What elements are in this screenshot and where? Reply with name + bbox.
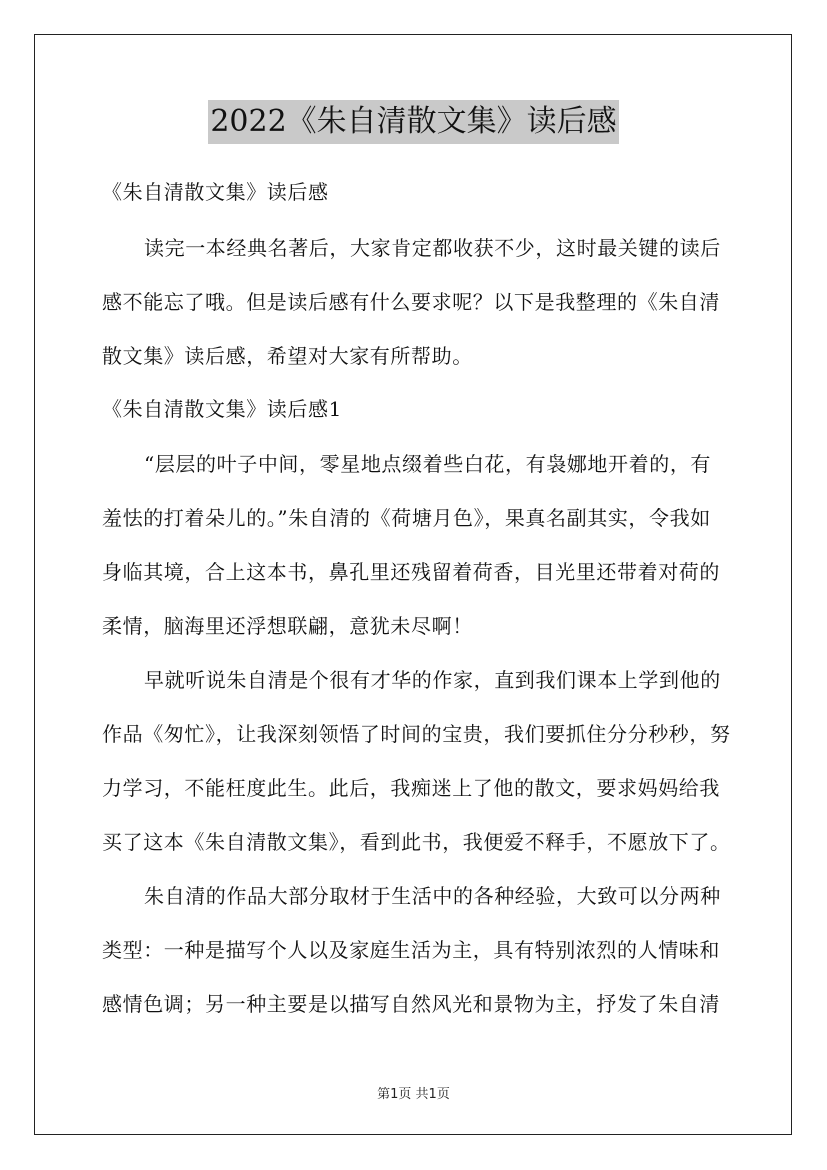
section-heading: 《朱自清散文集》读后感 (102, 180, 329, 204)
document-title: 2022《朱自清散文集》读后感 (208, 100, 618, 144)
paragraph-line: 力学习，不能枉度此生。此后，我痴迷上了他的散文，要求妈妈给我 (102, 776, 720, 800)
section-heading: 《朱自清散文集》读后感1 (102, 397, 342, 421)
title-container (0, 100, 827, 144)
paragraph-line: 散文集》读后感，希望对大家有所帮助。 (102, 344, 473, 368)
paragraph-line: 朱自清的作品大部分取材于生活中的各种经验，大致可以分两种 (144, 884, 721, 908)
paragraph-line: “层层的叶子中间，零星地点缀着些白花，有袅娜地开着的，有 (144, 452, 712, 476)
paragraph-line: 早就听说朱自清是个很有才华的作家，直到我们课本上学到他的 (144, 668, 721, 692)
paragraph-line: 身临其境，合上这本书，鼻孔里还残留着荷香，目光里还带着对荷的 (102, 560, 720, 584)
paragraph-line: 柔情，脑海里还浮想联翩，意犹未尽啊！ (102, 614, 473, 638)
paragraph-line: 感情色调；另一种主要是以描写自然风光和景物为主，抒发了朱自清 (102, 992, 720, 1016)
paragraph-line: 买了这本《朱自清散文集》，看到此书，我便爱不释手，不愿放下了。 (102, 830, 731, 854)
paragraph-line: 感不能忘了哦。但是读后感有什么要求呢？以下是我整理的《朱自清 (102, 290, 720, 314)
paragraph-line: 羞怯的打着朵儿的。”朱自清的《荷塘月色》，果真名副其实，令我如 (102, 506, 711, 530)
paragraph-line: 类型：一种是描写个人以及家庭生活为主，具有特别浓烈的人情味和 (102, 938, 720, 962)
paragraph-line: 读完一本经典名著后，大家肯定都收获不少，这时最关键的读后 (144, 236, 721, 260)
paragraph-line: 作品《匆忙》，让我深刻领悟了时间的宝贵，我们要抓住分分秒秒，努 (102, 722, 731, 746)
page-number-footer: 第1页 共1页 (377, 1087, 450, 1102)
